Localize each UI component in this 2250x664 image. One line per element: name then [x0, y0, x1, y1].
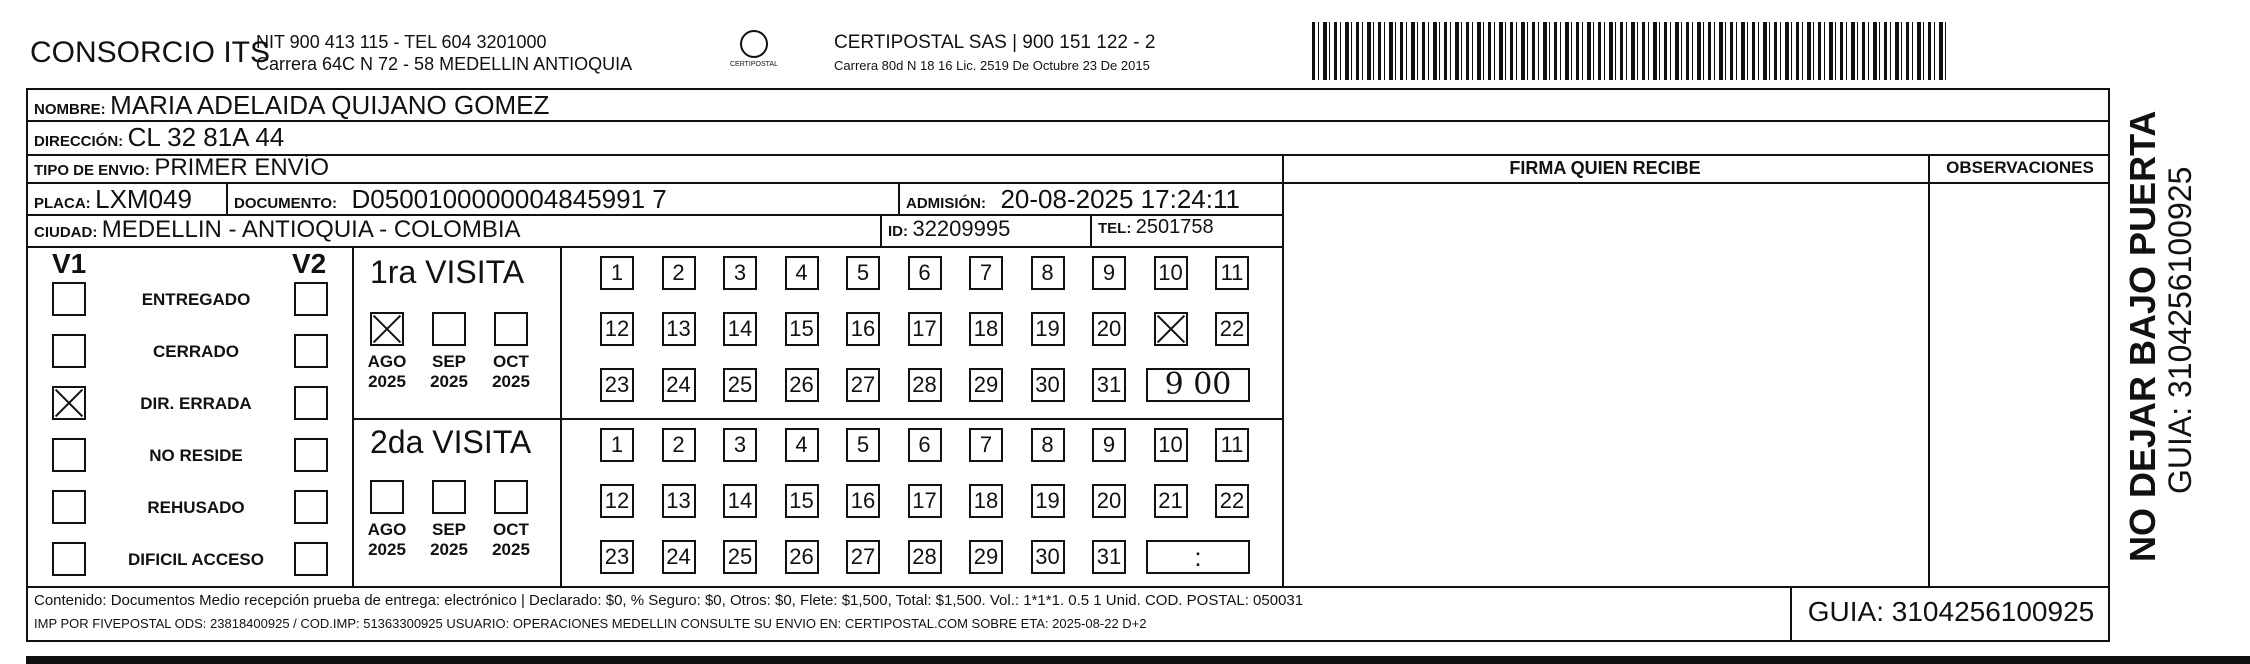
barcode	[1312, 22, 1948, 80]
day-box[interactable]: 1	[600, 256, 634, 290]
day-box[interactable]: 28	[908, 540, 942, 574]
day-box[interactable]: 5	[846, 256, 880, 290]
month-year: 2025	[430, 540, 468, 559]
month-checkbox[interactable]	[432, 480, 466, 514]
day-box[interactable]: 17	[908, 312, 942, 346]
day-box[interactable]: 27	[846, 368, 880, 402]
ciudad-cell	[34, 216, 521, 244]
day-box[interactable]: 23	[600, 368, 634, 402]
month-year: 2025	[492, 372, 530, 391]
day-box[interactable]: 29	[969, 540, 1003, 574]
day-box[interactable]: 4	[785, 428, 819, 462]
day-box[interactable]: 7	[969, 428, 1003, 462]
day-box[interactable]: 18	[969, 484, 1003, 518]
signature-area[interactable]	[1284, 184, 1926, 584]
tipo-row	[34, 154, 329, 182]
day-box[interactable]: 23	[600, 540, 634, 574]
tel-label: TEL:	[1098, 220, 1132, 237]
day-box[interactable]: 9	[1092, 256, 1126, 290]
id-value: 32209995	[912, 216, 1011, 241]
month-year: 2025	[368, 372, 406, 391]
tel-cell	[1098, 216, 1214, 239]
month-checkbox[interactable]	[370, 480, 404, 514]
day-box[interactable]: 17	[908, 484, 942, 518]
month-checkbox[interactable]	[370, 312, 404, 346]
nombre-label: NOMBRE:	[34, 101, 106, 118]
day-box[interactable]: 25	[723, 540, 757, 574]
v2-checkbox[interactable]	[294, 282, 328, 316]
direccion-row	[34, 122, 284, 153]
placa-cell	[34, 184, 192, 215]
v1-checkbox[interactable]	[52, 490, 86, 524]
day-box[interactable]: 5	[846, 428, 880, 462]
v1-checkbox[interactable]	[52, 542, 86, 576]
day-box[interactable]: 2	[662, 256, 696, 290]
month-checkbox[interactable]	[432, 312, 466, 346]
month-label: OCT	[493, 520, 529, 539]
admision-cell	[906, 184, 1240, 215]
day-box[interactable]: 27	[846, 540, 880, 574]
day-box[interactable]: 11	[1215, 256, 1249, 290]
day-box[interactable]: 21	[1154, 484, 1188, 518]
day-box[interactable]: 1	[600, 428, 634, 462]
direccion-label: DIRECCIÓN:	[34, 133, 124, 150]
day-box[interactable]: 4	[785, 256, 819, 290]
id-cell	[888, 216, 1010, 242]
nombre-row	[34, 90, 549, 121]
id-label: ID:	[888, 223, 908, 240]
day-box[interactable]: 16	[846, 484, 880, 518]
month-year: 2025	[430, 372, 468, 391]
nombre-value: MARIA ADELAIDA QUIJANO GOMEZ	[110, 90, 550, 120]
day-box[interactable]: 26	[785, 368, 819, 402]
v2-checkbox[interactable]	[294, 438, 328, 472]
logo-text: CERTIPOSTAL	[730, 61, 778, 68]
day-box[interactable]: 9	[1092, 428, 1126, 462]
tel-value: 2501758	[1135, 216, 1214, 238]
day-box[interactable]: 10	[1154, 256, 1188, 290]
side-warning: NO DEJAR BAJO PUERTA	[2122, 110, 2163, 562]
day-box[interactable]	[1154, 312, 1188, 346]
status-option-label: ENTREGADO	[141, 290, 251, 309]
month-checkbox[interactable]	[494, 312, 528, 346]
side-guia: GUIA: 3104256100925	[2162, 166, 2198, 494]
day-box[interactable]: 15	[785, 312, 819, 346]
bottom-rule	[26, 656, 2250, 664]
status-option-label: NO RESIDE	[149, 446, 243, 465]
day-box[interactable]: 24	[662, 368, 696, 402]
v2-checkbox[interactable]	[294, 542, 328, 576]
company-name: CONSORCIO ITS	[30, 36, 271, 69]
day-box[interactable]: 30	[1031, 368, 1065, 402]
day-box[interactable]: 30	[1031, 540, 1065, 574]
day-box[interactable]: 12	[600, 312, 634, 346]
signature-header: FIRMA QUIEN RECIBE	[1509, 158, 1701, 178]
ciudad-label: CIUDAD:	[34, 224, 98, 241]
v1-checkbox[interactable]	[52, 386, 86, 420]
day-box[interactable]: 20	[1092, 312, 1126, 346]
day-box[interactable]: 12	[600, 484, 634, 518]
day-box[interactable]: 31	[1092, 368, 1126, 402]
v2-header: V2	[292, 248, 327, 279]
footer-guia: GUIA: 3104256100925	[1807, 596, 2095, 627]
day-box[interactable]: 11	[1215, 428, 1249, 462]
day-box[interactable]: 10	[1154, 428, 1188, 462]
status-option-label: DIR. ERRADA	[140, 394, 252, 413]
day-box[interactable]: 7	[969, 256, 1003, 290]
company-info-line1: NIT 900 413 115 - TEL 604 3201000	[256, 32, 547, 52]
courier-info-line2: Carrera 80d N 18 16 Lic. 2519 De Octubre 23 De 2015	[834, 58, 1150, 73]
ciudad-value: MEDELLIN - ANTIOQUIA - COLOMBIA	[101, 216, 521, 243]
v1-checkbox[interactable]	[52, 438, 86, 472]
v1-header: V1	[52, 248, 87, 279]
day-box[interactable]: 22	[1215, 312, 1249, 346]
v2-checkbox[interactable]	[294, 386, 328, 420]
day-box[interactable]: 13	[662, 312, 696, 346]
tipo-value: PRIMER ENVÍO	[154, 154, 330, 181]
status-option-label: DIFICIL ACCESO	[127, 550, 264, 569]
day-box[interactable]: 16	[846, 312, 880, 346]
month-label: SEP	[431, 352, 467, 371]
day-box[interactable]: 3	[723, 256, 757, 290]
day-box[interactable]: 6	[908, 428, 942, 462]
month-label: AGO	[367, 352, 407, 371]
visit2-title: 2da VISITA	[370, 424, 532, 460]
v2-checkbox[interactable]	[294, 334, 328, 368]
day-box[interactable]: 29	[969, 368, 1003, 402]
documento-value: D0500100000004845991 7	[351, 184, 667, 214]
tipo-label: TIPO DE ENVIO:	[34, 162, 150, 179]
time-box[interactable]: 9 00	[1146, 368, 1250, 402]
day-box[interactable]: 6	[908, 256, 942, 290]
month-year: 2025	[492, 540, 530, 559]
day-box[interactable]: 31	[1092, 540, 1126, 574]
day-box[interactable]: 19	[1031, 484, 1065, 518]
v2-checkbox[interactable]	[294, 490, 328, 524]
placa-value: LXM049	[95, 184, 192, 214]
direccion-value: CL 32 81A 44	[127, 122, 285, 152]
logo-icon	[740, 30, 768, 58]
day-box[interactable]: 15	[785, 484, 819, 518]
month-year: 2025	[368, 540, 406, 559]
day-box[interactable]: 8	[1031, 256, 1065, 290]
month-checkbox[interactable]	[494, 480, 528, 514]
day-box[interactable]: 14	[723, 484, 757, 518]
day-box[interactable]: 19	[1031, 312, 1065, 346]
documento-cell	[234, 184, 667, 215]
month-label: AGO	[367, 520, 407, 539]
company-info-line2: Carrera 64C N 72 - 58 MEDELLIN ANTIOQUIA	[256, 54, 633, 74]
certipostal-logo	[730, 30, 778, 78]
day-box[interactable]: 8	[1031, 428, 1065, 462]
day-box[interactable]: 18	[969, 312, 1003, 346]
observations-area[interactable]	[1930, 184, 2108, 584]
v1-checkbox[interactable]	[52, 282, 86, 316]
day-box[interactable]: 20	[1092, 484, 1126, 518]
placa-label: PLACA:	[34, 195, 91, 212]
footer-line2: IMP POR FIVEPOSTAL ODS: 23818400925 / COD.IMP: 51363300925 USUARIO: OPERACIONES MEDELLIN CONSULTE SU ENVIO EN: CERTIPOSTAL.COM SOBRE ETA: 2025-08-22 D+2	[34, 616, 1147, 631]
admision-label: ADMISIÓN:	[906, 195, 986, 212]
courier-info-line1: CERTIPOSTAL SAS | 900 151 122 - 2	[834, 32, 1156, 53]
documento-label: DOCUMENTO:	[234, 195, 338, 212]
day-box[interactable]: 13	[662, 484, 696, 518]
day-box[interactable]: 2	[662, 428, 696, 462]
time-box[interactable]: :	[1146, 540, 1250, 574]
admision-value: 20-08-2025 17:24:11	[1000, 184, 1240, 214]
day-box[interactable]: 28	[908, 368, 942, 402]
v1-checkbox[interactable]	[52, 334, 86, 368]
visit1-title: 1ra VISITA	[370, 254, 525, 290]
observations-header: OBSERVACIONES	[1946, 158, 2094, 177]
day-box[interactable]: 14	[723, 312, 757, 346]
day-box[interactable]: 22	[1215, 484, 1249, 518]
status-option-label: CERRADO	[153, 342, 239, 361]
day-box[interactable]: 3	[723, 428, 757, 462]
month-label: SEP	[431, 520, 467, 539]
day-box[interactable]: 24	[662, 540, 696, 574]
day-box[interactable]: 26	[785, 540, 819, 574]
day-box[interactable]: 25	[723, 368, 757, 402]
month-label: OCT	[493, 352, 529, 371]
footer-line1: Contenido: Documentos Medio recepción prueba de entrega: electrónico | Declarado: $0, % Seguro: $0, Otros: $0, Flete: $1,500, Total: $1,500. Vol.: 1*1*1. 0.5 1 Unid. COD. POSTAL: 050031	[34, 592, 1304, 609]
status-option-label: REHUSADO	[147, 498, 245, 517]
